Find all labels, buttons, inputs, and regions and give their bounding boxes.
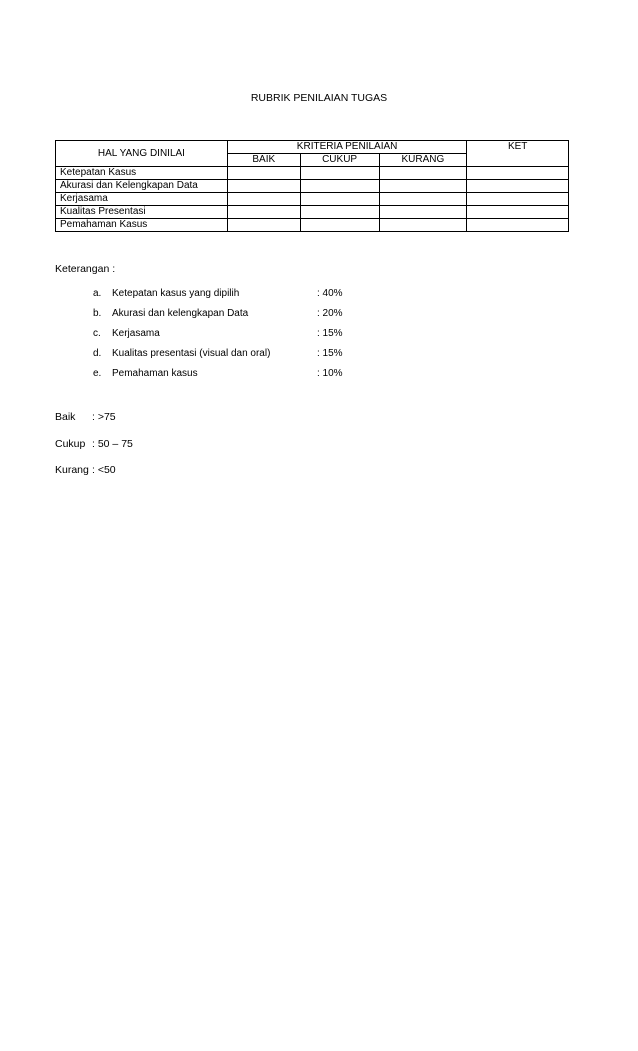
item-letter: d. [93, 348, 102, 359]
grade-range: : 50 – 75 [92, 438, 133, 450]
item-weight: : 20% [317, 308, 343, 319]
list-item [93, 328, 393, 348]
row-label: Akurasi dan Kelengkapan Data [56, 180, 228, 193]
grade-range: : <50 [92, 464, 116, 476]
keterangan-label: Keterangan : [55, 263, 116, 275]
list-item [93, 288, 393, 308]
row-label: Kerjasama [56, 193, 228, 206]
table-row [56, 193, 569, 206]
item-letter: a. [93, 288, 102, 299]
item-text: Kerjasama [112, 328, 160, 339]
document-title: RUBRIK PENILAIAN TUGAS [250, 92, 388, 104]
row-label: Pemahaman Kasus [56, 219, 228, 232]
header-criteria: KRITERIA PENILAIAN [227, 141, 466, 154]
item-weight: : 15% [317, 328, 343, 339]
cell-baik [227, 180, 300, 193]
grade-range: : >75 [92, 411, 116, 423]
item-text: Pemahaman kasus [112, 368, 198, 379]
grade-name: Baik [55, 411, 76, 423]
row-label: Ketepatan Kasus [56, 167, 228, 180]
cell-baik [227, 167, 300, 180]
header-ket: KET [467, 141, 569, 167]
grade-name: Kurang [55, 464, 89, 476]
item-letter: c. [93, 328, 101, 339]
grade-name: Cukup [55, 438, 86, 450]
row-label: Kualitas Presentasi [56, 206, 228, 219]
cell-ket [467, 219, 569, 232]
cell-kurang [379, 167, 467, 180]
table-header-row [56, 141, 569, 154]
list-item [93, 348, 393, 368]
subheader-cukup: CUKUP [300, 154, 379, 167]
table-row [56, 180, 569, 193]
item-text: Ketepatan kasus yang dipilih [112, 288, 240, 299]
cell-cukup [300, 167, 379, 180]
item-text: Akurasi dan kelengkapan Data [112, 308, 249, 319]
subheader-baik: BAIK [227, 154, 300, 167]
cell-kurang [379, 180, 467, 193]
item-weight: : 40% [317, 288, 343, 299]
cell-baik [227, 206, 300, 219]
header-item: HAL YANG DINILAI [56, 141, 228, 167]
cell-baik [227, 219, 300, 232]
criteria-list [93, 288, 393, 388]
cell-ket [467, 167, 569, 180]
item-weight: : 15% [317, 348, 343, 359]
item-letter: b. [93, 308, 102, 319]
table-row [56, 167, 569, 180]
cell-kurang [379, 193, 467, 206]
cell-ket [467, 193, 569, 206]
cell-cukup [300, 180, 379, 193]
cell-ket [467, 206, 569, 219]
cell-kurang [379, 206, 467, 219]
list-item [93, 308, 393, 328]
table-row [56, 206, 569, 219]
item-weight: : 10% [317, 368, 343, 379]
cell-kurang [379, 219, 467, 232]
table-row [56, 219, 569, 232]
cell-cukup [300, 219, 379, 232]
item-letter: e. [93, 368, 102, 379]
cell-baik [227, 193, 300, 206]
cell-cukup [300, 193, 379, 206]
cell-ket [467, 180, 569, 193]
rubric-table [55, 140, 569, 232]
list-item [93, 368, 393, 388]
item-text: Kualitas presentasi (visual dan oral) [112, 348, 271, 359]
cell-cukup [300, 206, 379, 219]
subheader-kurang: KURANG [379, 154, 467, 167]
